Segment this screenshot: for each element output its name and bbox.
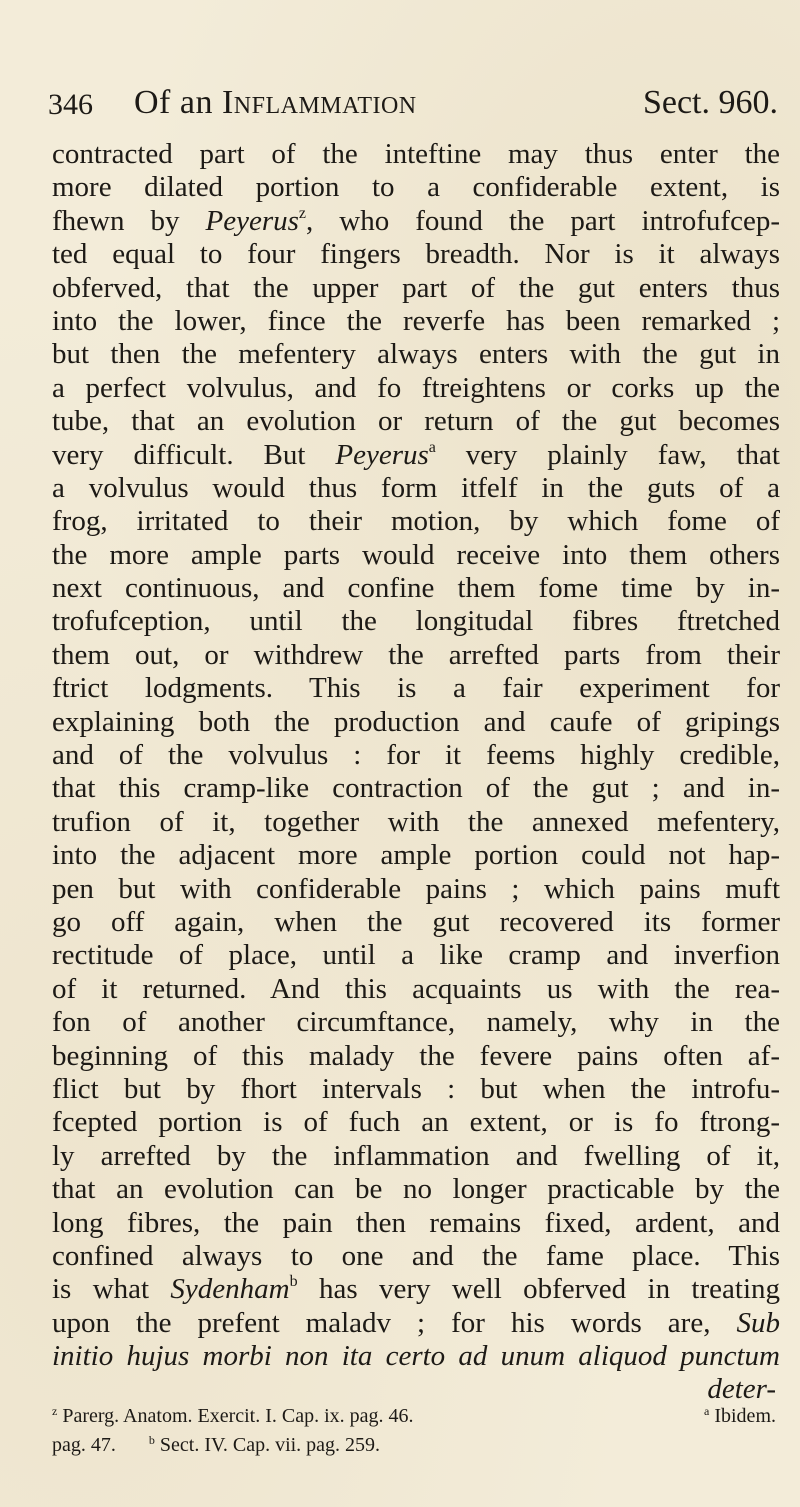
text-line [52, 171, 780, 204]
line-text: long fibres, the pain then remains fixed, ardent, and [52, 1206, 780, 1239]
text-line [52, 405, 780, 438]
line-text: into the adjacent more ample portion could not hap- [52, 839, 780, 872]
line-text-after: very plainly faw, that [435, 438, 780, 471]
line-text-before: very difficult. But [52, 438, 336, 471]
text-line [52, 138, 780, 171]
italic-text: deter- [707, 1373, 776, 1406]
running-title-prefix: Of an [134, 84, 213, 121]
line-text: obferved, that the upper part of the gut enters thus [52, 271, 780, 304]
text-line [52, 472, 780, 505]
italic-text: initio hujus morbi non ita certo ad unum aliquod punctum [52, 1340, 780, 1373]
text-line [52, 806, 780, 839]
italic-text: Sydenham [170, 1273, 290, 1306]
text-line [52, 1040, 780, 1073]
text-line [52, 439, 780, 472]
text-line [52, 1273, 780, 1306]
footnote-b: $^b$ Sect. IV. Cap. vii. pag. 259. [148, 1433, 381, 1456]
text-line [52, 739, 780, 772]
line-text: fon of another circumftance, namely, why in the [52, 1006, 780, 1039]
text-line [52, 1240, 780, 1273]
line-text: a volvulus would thus form itfelf in the guts of a [52, 471, 780, 504]
text-line [52, 639, 780, 672]
body-text [52, 138, 780, 1407]
line-text: fcepted portion is of fuch an extent, or is fo ftrong- [52, 1106, 780, 1139]
line-text: that this cramp-like contraction of the gut ; and in- [52, 772, 780, 805]
footnotes [52, 1402, 776, 1460]
line-text: but then the mefentery always enters with the gut in [52, 338, 780, 371]
running-title-word: Inflammation [221, 84, 417, 121]
text-line [52, 973, 780, 1006]
line-text: the more ample parts would receive into them others [52, 538, 780, 571]
line-text-before: upon the prefent maladv ; for his words are, [52, 1306, 737, 1339]
text-line [52, 572, 780, 605]
line-text-before: fhewn by [52, 204, 206, 237]
line-text: into the lower, fince the reverfe has been remarked ; [52, 304, 780, 337]
text-line [52, 772, 780, 805]
line-text: ly arrefted by the inflammation and fwelling of it, [52, 1139, 780, 1172]
italic-text: Sub [736, 1306, 780, 1339]
line-text: trufion of it, together with the annexed mefentery, [52, 805, 780, 838]
text-line [52, 1340, 780, 1373]
text-line [52, 205, 780, 238]
line-text: ted equal to four fingers breadth. Nor is it always [52, 238, 780, 271]
line-text: of it returned. And this acquaints us with the rea- [52, 972, 780, 1005]
line-text-before: is what [52, 1273, 171, 1306]
running-header [48, 78, 778, 134]
line-text: that an evolution can be no longer practicable by the [52, 1173, 780, 1206]
text-line [52, 1073, 780, 1106]
line-text: pen but with confiderable pains ; which pains muft [52, 872, 780, 905]
line-text: a perfect volvulus, and fo ftreightens or corks up the [52, 371, 780, 404]
footnote-marker: b [289, 1273, 298, 1291]
text-line [52, 1207, 780, 1240]
line-text: frog, irritated to their motion, by which fome of [52, 505, 780, 538]
line-text: more dilated portion to a confiderable extent, is [52, 171, 780, 204]
line-text: ftrict lodgments. This is a fair experiment for [52, 672, 780, 705]
footnote-z: $^z$ Parerg. Anatom. Exercit. I. Cap. ix. pag. 46. [52, 1404, 414, 1427]
line-text: them out, or withdrew the arrefted parts from their [52, 638, 780, 671]
line-text: go off again, when the gut recovered its former [52, 905, 780, 938]
line-text: next continuous, and confine them fome time by in- [52, 572, 780, 605]
text-line [52, 672, 780, 705]
text-line [52, 1140, 780, 1173]
line-text: beginning of this malady the fevere pains often af- [52, 1039, 780, 1072]
text-line [52, 706, 780, 739]
line-text-after: has very well obferved in treating [297, 1273, 780, 1306]
line-text: tube, that an evolution or return of the gut becomes [52, 405, 780, 438]
text-line [52, 939, 780, 972]
line-text-after: , who found the part introfufcep- [306, 204, 780, 237]
text-line [52, 906, 780, 939]
page-number: 346 [48, 88, 93, 121]
line-text: contracted part of the inteftine may thus enter the [52, 138, 780, 170]
italic-text: Peyerus [205, 204, 299, 237]
footnote-a: $^a$ Ibidem. [704, 1404, 776, 1427]
section-reference: Sect. 960. [642, 84, 778, 121]
text-line [52, 338, 780, 371]
text-line [52, 305, 780, 338]
line-text: confined always to one and the fame place. This [52, 1239, 780, 1272]
text-line [52, 539, 780, 572]
footnote-a-continued: pag. 47. [52, 1434, 116, 1456]
line-text: and of the volvulus : for it feems highly credible, [52, 739, 780, 772]
line-text: trofufception, until the longitudal fibres ftretched [52, 605, 780, 638]
text-line [52, 238, 780, 271]
footnote-line-2 [52, 1431, 776, 1460]
text-line [52, 1106, 780, 1139]
footnote-line-1 [52, 1402, 776, 1431]
text-line [52, 272, 780, 305]
text-line [52, 1173, 780, 1206]
line-text: explaining both the production and caufe of gripings [52, 705, 780, 738]
italic-text: Peyerus [335, 438, 429, 471]
text-line [52, 605, 780, 638]
text-line [52, 873, 780, 906]
text-line [52, 372, 780, 405]
line-text: flict but by fhort intervals : but when the introfu- [52, 1072, 780, 1105]
text-line [52, 505, 780, 538]
running-title [134, 84, 417, 122]
footnote-marker: z [298, 204, 307, 222]
text-line [52, 1307, 780, 1340]
text-line [52, 839, 780, 872]
line-text: rectitude of place, until a like cramp and inverfion [52, 939, 780, 972]
footnote-marker: a [428, 438, 436, 456]
text-line [52, 1006, 780, 1039]
